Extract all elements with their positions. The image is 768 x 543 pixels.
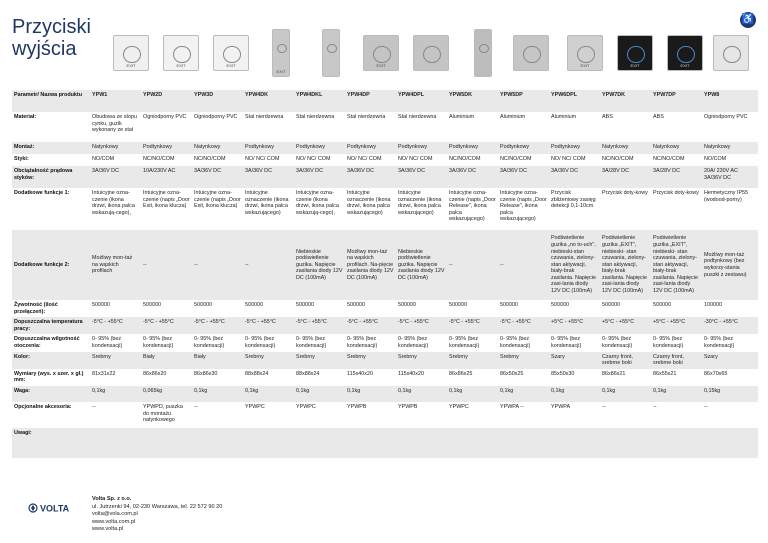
table-cell: Natynkowy bbox=[90, 142, 141, 154]
model-name: YPW4DPL bbox=[396, 90, 447, 112]
table-cell: Stal nierdzewna bbox=[347, 114, 386, 120]
row-label: Dopuszczalna wilgotność otoczenia: bbox=[14, 336, 80, 349]
row-label: Wymiary (wys. x szer. x gł.) mm: bbox=[14, 370, 84, 384]
table-cell: 0- 95% (bez kondensacji) bbox=[704, 336, 735, 349]
button-label: EXIT bbox=[580, 63, 590, 68]
table-row bbox=[12, 300, 758, 317]
table-cell: 3A/36V DC bbox=[396, 166, 447, 188]
table-cell: Podtynkowy bbox=[396, 142, 447, 154]
table-cell: -30°C - +55°C bbox=[702, 317, 758, 334]
table-cell: 86x70x65 bbox=[704, 370, 728, 377]
volta-logo bbox=[28, 502, 80, 514]
table-cell: 500000 bbox=[143, 302, 161, 308]
table-cell: Stal nierdzewna bbox=[245, 114, 284, 120]
table-cell: ABS bbox=[602, 114, 613, 120]
table-row bbox=[12, 166, 758, 188]
exit-button-steel-plate-led-photo bbox=[408, 24, 452, 80]
company-website-2[interactable]: www.volta.pl bbox=[92, 526, 124, 533]
button-label: EXIT bbox=[276, 69, 286, 74]
company-email[interactable]: volta@vola.com.pl bbox=[92, 511, 138, 518]
table-cell: +5°C - +55°C bbox=[600, 317, 651, 334]
exit-button-aluminium-square-photo bbox=[508, 24, 552, 80]
table-row bbox=[12, 112, 758, 142]
table-cell: Obudowa ze stopu cynku, guzik wykonany ze stal bbox=[92, 114, 137, 134]
table-cell bbox=[141, 428, 192, 458]
table-cell: 500000 bbox=[551, 302, 569, 308]
button-plate bbox=[617, 35, 653, 71]
table-cell: 3A/36V DC bbox=[192, 166, 243, 188]
row-label: Materiał: bbox=[14, 114, 37, 120]
page-title-line-1: Przyciski bbox=[12, 16, 91, 38]
table-cell bbox=[345, 428, 396, 458]
table-cell bbox=[192, 428, 243, 458]
table-cell: -5°C - +55°C bbox=[345, 317, 396, 334]
table-cell: Przycisk zbliżeniowy zasięg detekcji 0,1-10cm bbox=[551, 190, 596, 210]
exit-button-hermetic-photo bbox=[708, 24, 752, 80]
button-label: EXIT bbox=[176, 63, 186, 68]
button-face bbox=[627, 46, 644, 63]
table-cell: -5°C - +55°C bbox=[243, 317, 294, 334]
table-cell: Szary bbox=[702, 352, 758, 369]
button-plate bbox=[113, 35, 149, 71]
table-cell: -- bbox=[704, 403, 708, 410]
table-cell: 86x86x25 bbox=[449, 370, 473, 377]
button-face bbox=[373, 46, 390, 63]
table-cell: 0- 95% (bez kondensacji) bbox=[602, 336, 633, 349]
table-cell: -- bbox=[653, 403, 657, 410]
table-cell bbox=[498, 428, 549, 458]
table-cell bbox=[396, 428, 447, 458]
table-cell: -5°C - +55°C bbox=[294, 317, 345, 334]
button-face bbox=[173, 46, 190, 63]
table-cell: Ogniodporny PVC bbox=[704, 114, 748, 120]
exit-button-aluminium-touch-photo bbox=[562, 24, 606, 80]
table-cell: 0- 95% (bez kondensacji) bbox=[92, 336, 123, 349]
model-name: YPW7DK bbox=[600, 90, 651, 112]
button-face bbox=[277, 44, 286, 53]
table-cell: 3A/28V DC bbox=[600, 166, 651, 188]
button-face bbox=[677, 46, 694, 63]
button-plate bbox=[213, 35, 249, 71]
table-cell: Biały bbox=[141, 352, 192, 369]
table-cell: Niebieskie podświetlenie guzika. Napięcie zasilania diody 12V DC (100mA) bbox=[294, 230, 345, 300]
model-name: YPW3D bbox=[192, 90, 243, 112]
table-cell: 20A/ 230V AC 3A/36V DC bbox=[702, 166, 758, 188]
table-cell: 3A/36V DC bbox=[294, 166, 345, 188]
model-name: YPW8 bbox=[702, 90, 758, 112]
button-plate bbox=[363, 35, 399, 71]
table-cell: 10A/230V AC bbox=[141, 166, 192, 188]
table-cell: NC/NO/COM bbox=[500, 156, 532, 162]
table-cell: -- bbox=[447, 230, 498, 300]
table-cell: 500000 bbox=[194, 302, 212, 308]
row-label: Opcjonalne akcesoria: bbox=[14, 403, 72, 410]
table-cell: NO/COM bbox=[92, 156, 115, 162]
row-label: Waga: bbox=[12, 386, 90, 402]
table-cell: Stal nierdzewna bbox=[296, 114, 335, 120]
table-cell: Przycisk doty-kowy bbox=[602, 190, 648, 196]
table-cell: Podtynkowy bbox=[447, 142, 498, 154]
button-label: EXIT bbox=[630, 63, 640, 68]
table-cell: 0,15kg bbox=[702, 386, 758, 402]
button-face bbox=[577, 46, 594, 63]
button-face bbox=[123, 46, 140, 63]
table-cell: -5°C - +55°C bbox=[447, 317, 498, 334]
table-cell: Aluminium bbox=[500, 114, 526, 120]
accessibility-icon: ♿ bbox=[740, 12, 756, 28]
table-cell: Intuicyjne ozna-czenie (ikona drzwi, ikona palca wskazują-cego), bbox=[296, 190, 339, 216]
table-cell: 0- 95% (bez kondensacji) bbox=[143, 336, 174, 349]
table-row bbox=[12, 369, 758, 386]
logo-text: VOLTA bbox=[40, 503, 70, 514]
exit-button-steel-narrow-key-photo bbox=[308, 24, 352, 80]
table-row bbox=[12, 230, 758, 300]
button-face bbox=[423, 46, 440, 63]
table-cell: Ogniodporny PVC bbox=[143, 114, 187, 120]
table-cell: +5°C - +55°C bbox=[651, 317, 702, 334]
model-name: YPW1 bbox=[90, 90, 141, 112]
button-label: EXIT bbox=[126, 63, 136, 68]
table-cell: YPWPB bbox=[347, 403, 367, 410]
table-cell: 0,1kg bbox=[396, 386, 447, 402]
table-cell: NO/ NC/ COM bbox=[551, 156, 586, 162]
table-cell: NO/COM bbox=[704, 156, 727, 162]
table-cell: 86x86x21 bbox=[602, 370, 626, 377]
table-cell: Aluminium bbox=[551, 114, 577, 120]
exit-button-steel-narrow-photo bbox=[258, 24, 302, 80]
table-cell: YPWPD, puszka do montażu natynkowego bbox=[143, 403, 183, 424]
button-face bbox=[523, 46, 540, 63]
table-cell: 0,1kg bbox=[345, 386, 396, 402]
table-cell: 88x88x24 bbox=[245, 370, 269, 377]
table-cell: 0,1kg bbox=[447, 386, 498, 402]
table-cell: 0,1kg bbox=[498, 386, 549, 402]
row-label: Dopuszczalna temperatura pracy: bbox=[12, 317, 90, 334]
table-cell: -- bbox=[243, 230, 294, 300]
table-cell: Aluminium bbox=[449, 114, 475, 120]
table-cell: 0,1kg bbox=[600, 386, 651, 402]
table-cell: 81x31x22 bbox=[92, 370, 116, 377]
exit-button-touch-black-2-photo bbox=[662, 24, 706, 80]
table-cell: 86x86x20 bbox=[143, 370, 167, 377]
table-cell: Stal nierdzewna bbox=[398, 114, 437, 120]
table-cell: -- bbox=[92, 403, 96, 410]
table-cell: Podtynkowy bbox=[141, 142, 192, 154]
table-cell: -5°C - +55°C bbox=[192, 317, 243, 334]
table-cell: -- bbox=[194, 403, 198, 410]
table-cell: -- bbox=[141, 230, 192, 300]
model-name: YPW4DK bbox=[243, 90, 294, 112]
table-cell: Intuicyjne oznaczenie (ikona drzwi, ikona palca wskazującego) bbox=[347, 190, 391, 216]
table-cell: Przycisk doty-kowy bbox=[653, 190, 699, 196]
table-row bbox=[12, 188, 758, 230]
table-cell: 500000 bbox=[296, 302, 314, 308]
button-plate bbox=[163, 35, 199, 71]
table-cell: Srebrny bbox=[243, 352, 294, 369]
table-cell: -5°C - +55°C bbox=[141, 317, 192, 334]
table-cell: YPWPC bbox=[296, 403, 316, 410]
button-face bbox=[327, 44, 336, 53]
button-plate bbox=[513, 35, 549, 71]
row-label: Obciążalność prądowa styków: bbox=[12, 166, 90, 188]
table-cell: Możliwy mon-taż podtynkowy (bez wykorzy-stania puszki z zestawu) bbox=[702, 230, 758, 300]
table-cell: 500000 bbox=[398, 302, 416, 308]
table-cell: 0- 95% (bez kondensacji) bbox=[551, 336, 582, 349]
model-name: YPW2D bbox=[141, 90, 192, 112]
header-label: Parametr/ Nazwa produktu bbox=[12, 90, 90, 112]
table-cell: -- bbox=[498, 230, 549, 300]
model-name: YPW7DP bbox=[651, 90, 702, 112]
table-cell: Intuicyjne ozna-czenie (napis „Door Release", ikona palca wskazującego) bbox=[449, 190, 496, 223]
table-cell: Srebrny bbox=[498, 352, 549, 369]
row-label: Dodatkowe funkcje 1: bbox=[14, 190, 70, 196]
table-row bbox=[12, 317, 758, 334]
table-cell: NO/ NC/ COM bbox=[347, 156, 382, 162]
table-cell: Niebieskie podświetlenie guzika. Napięcie zasilania diody 12V DC (100mA) bbox=[396, 230, 447, 300]
row-label: Montaż: bbox=[12, 142, 90, 154]
table-row bbox=[12, 142, 758, 154]
table-cell: 0,1kg bbox=[651, 386, 702, 402]
page-title bbox=[12, 16, 91, 60]
table-cell: Srebrny bbox=[90, 352, 141, 369]
row-label: Dodatkowe funkcje 2: bbox=[12, 230, 90, 300]
model-name: YPW5DK bbox=[447, 90, 498, 112]
table-cell: NC/NO/COM bbox=[143, 156, 175, 162]
model-name: YPW6DPL bbox=[549, 90, 600, 112]
table-cell: YPWPC bbox=[449, 403, 469, 410]
table-cell: YPWPA bbox=[551, 403, 571, 410]
table-cell: 0- 95% (bez kondensacji) bbox=[296, 336, 327, 349]
table-cell: 0,1kg bbox=[243, 386, 294, 402]
table-cell: Podświetlenie guzika „EXIT", niebieski- stan czuwania, zielony- stan aktywacji, biały-brak zasilania. Napięcie zasi-lania diody 12V DC (100mA) bbox=[651, 230, 702, 300]
exit-button-white-large-photo bbox=[208, 24, 252, 80]
company-website-1[interactable]: www.volta.com.pl bbox=[92, 518, 136, 525]
exit-button-touch-black-photo bbox=[612, 24, 656, 80]
table-cell: Szary bbox=[549, 352, 600, 369]
table-cell: 500000 bbox=[245, 302, 263, 308]
button-plate bbox=[272, 29, 290, 77]
table-row bbox=[12, 428, 758, 458]
exit-button-aluminium-narrow-photo bbox=[460, 24, 504, 80]
button-label: EXIT bbox=[376, 63, 386, 68]
table-cell: ABS bbox=[653, 114, 664, 120]
table-cell: YPWPA -- bbox=[500, 403, 524, 410]
table-cell: 500000 bbox=[347, 302, 365, 308]
table-cell: Natynkowy bbox=[600, 142, 651, 154]
table-cell: Natynkowy bbox=[192, 142, 243, 154]
table-cell: Podtynkowy bbox=[294, 142, 345, 154]
table-cell: 500000 bbox=[449, 302, 467, 308]
table-cell bbox=[549, 428, 600, 458]
button-plate bbox=[474, 29, 492, 77]
table-cell: Podtynkowy bbox=[549, 142, 600, 154]
table-cell: NC/NO/COM bbox=[602, 156, 634, 162]
table-cell bbox=[447, 428, 498, 458]
table-cell: 3A/36V DC bbox=[498, 166, 549, 188]
table-cell: Czarny front, srebrne boki bbox=[651, 352, 702, 369]
table-cell: Srebrny bbox=[396, 352, 447, 369]
button-label: EXIT bbox=[226, 63, 236, 68]
table-cell: 0,1kg bbox=[90, 386, 141, 402]
table-cell bbox=[294, 428, 345, 458]
table-cell: -- bbox=[602, 403, 606, 410]
table-cell: 500000 bbox=[602, 302, 620, 308]
table-row bbox=[12, 154, 758, 166]
table-cell: Intuicyjne ozna-czenie (napis „Door Exit, ikona klucza) bbox=[143, 190, 190, 210]
button-face bbox=[223, 46, 240, 63]
table-cell: -5°C - +55°C bbox=[90, 317, 141, 334]
table-cell: YPWPC bbox=[245, 403, 265, 410]
table-cell: NO/ NC/ COM bbox=[245, 156, 280, 162]
table-cell: Czarny front, srebrne boki bbox=[600, 352, 651, 369]
table-cell: Intuicyjne ozna-czenie (napis „Door Exit, ikona klucza) bbox=[194, 190, 241, 210]
table-cell: Srebrny bbox=[294, 352, 345, 369]
table-cell: 0,1kg bbox=[192, 386, 243, 402]
button-plate bbox=[713, 35, 749, 71]
table-cell: 115x40x20 bbox=[398, 370, 424, 377]
table-cell: 0,065kg bbox=[141, 386, 192, 402]
table-cell: YPWPB bbox=[398, 403, 418, 410]
table-cell: 0,1kg bbox=[294, 386, 345, 402]
table-cell: 0- 95% (bez kondensacji) bbox=[653, 336, 684, 349]
table-cell: 500000 bbox=[500, 302, 518, 308]
table-cell bbox=[651, 428, 702, 458]
table-cell: 86x50x25 bbox=[500, 370, 524, 377]
table-cell: 86x86x30 bbox=[194, 370, 218, 377]
table-cell: 3A/36V DC bbox=[90, 166, 141, 188]
table-cell: 0- 95% (bez kondensacji) bbox=[347, 336, 378, 349]
table-cell: Biały bbox=[192, 352, 243, 369]
table-cell: -5°C - +55°C bbox=[396, 317, 447, 334]
row-label: Uwagi: bbox=[12, 428, 90, 458]
table-cell: Możliwy mon-taż na wąskich profilach. Na-pięcie zasilania diody 12V DC (100mA) bbox=[345, 230, 396, 300]
button-plate bbox=[413, 35, 449, 71]
table-cell: 500000 bbox=[92, 302, 110, 308]
table-cell: 0- 95% (bez kondensacji) bbox=[500, 336, 531, 349]
product-photos bbox=[108, 24, 758, 86]
table-cell: Srebrny bbox=[345, 352, 396, 369]
table-row bbox=[12, 386, 758, 402]
button-plate bbox=[322, 29, 340, 77]
table-cell: +5°C - +55°C bbox=[549, 317, 600, 334]
table-cell: 0- 95% (bez kondensacji) bbox=[245, 336, 276, 349]
table-row bbox=[12, 352, 758, 369]
table-cell: 3A/36V DC bbox=[243, 166, 294, 188]
table-cell: Srebrny bbox=[447, 352, 498, 369]
table-cell: 0- 95% (bez kondensacji) bbox=[398, 336, 429, 349]
table-cell: -5°C - +55°C bbox=[498, 317, 549, 334]
table-cell bbox=[600, 428, 651, 458]
model-name: YPW4DP bbox=[345, 90, 396, 112]
table-cell: NO/ NC/ COM bbox=[296, 156, 331, 162]
table-cell: 0- 95% (bez kondensacji) bbox=[194, 336, 225, 349]
table-cell: Natynkowy bbox=[651, 142, 702, 154]
table-cell: Ogniodporny PVC bbox=[194, 114, 238, 120]
table-header-row bbox=[12, 90, 758, 112]
row-label: Kolor: bbox=[12, 352, 90, 369]
table-cell: 3A/28V DC bbox=[651, 166, 702, 188]
contact-block bbox=[92, 496, 222, 534]
table-cell: Intuicyjne ozna-czenie (napis „Door Release", ikona palca wskazującego) bbox=[500, 190, 547, 223]
table-cell: 115x40x20 bbox=[347, 370, 373, 377]
table-cell: 0- 95% (bez kondensacji) bbox=[449, 336, 480, 349]
table-cell: Intuicyjne oznaczenie (ikona drzwi, ikona palca wskazującego) bbox=[398, 190, 442, 216]
row-label: Żywotność (ilość przełączeń): bbox=[14, 302, 58, 315]
table-cell bbox=[243, 428, 294, 458]
table-cell: 0,1kg bbox=[549, 386, 600, 402]
table-cell bbox=[702, 428, 758, 458]
table-row bbox=[12, 334, 758, 351]
table-cell: Możliwy mon-taż na wąskich profilach bbox=[90, 230, 141, 300]
table-cell: -- bbox=[192, 230, 243, 300]
table-cell: 3A/36V DC bbox=[549, 166, 600, 188]
table-cell: 3A/36V DC bbox=[345, 166, 396, 188]
table-cell: Podtynkowy bbox=[498, 142, 549, 154]
table-cell: Hermetyczny IP55 (wodood-porny) bbox=[704, 190, 749, 203]
table-cell: NC/NO/COM bbox=[449, 156, 481, 162]
exit-button-white-square-photo bbox=[108, 24, 152, 80]
table-cell: Podtynkowy bbox=[243, 142, 294, 154]
exit-button-white-key-photo bbox=[158, 24, 202, 80]
table-cell: 86x55x21 bbox=[653, 370, 677, 377]
button-plate bbox=[567, 35, 603, 71]
table-cell: Podświetlenie guzika „EXIT", niebieski- stan czuwania, zielony- stan aktywacji, biały-brak zasilania. Napięcie zasi-lania diody 12V DC (100mA) bbox=[600, 230, 651, 300]
table-cell: NC/NO/COM bbox=[653, 156, 685, 162]
table-cell: 500000 bbox=[653, 302, 671, 308]
company-address: ul. Jutrzenki 94, 02-230 Warszawa, tel. 22 572 90 20 bbox=[92, 503, 223, 510]
table-cell: 3A/36V DC bbox=[447, 166, 498, 188]
table-row bbox=[12, 402, 758, 428]
button-plate bbox=[667, 35, 703, 71]
page-title-line-2: wyjścia bbox=[12, 38, 77, 60]
table-cell: NO/ NC/ COM bbox=[398, 156, 433, 162]
model-name: YPW5DP bbox=[498, 90, 549, 112]
table-cell bbox=[90, 428, 141, 458]
row-label: Styki: bbox=[14, 156, 29, 162]
table-cell: Intuicyjne ozna-czenie (ikona drzwi, ikona palca wskazują-cego), bbox=[92, 190, 135, 216]
table-cell: NC/NO/COM bbox=[194, 156, 226, 162]
spec-table bbox=[12, 90, 758, 458]
button-label: EXIT bbox=[680, 63, 690, 68]
button-face bbox=[479, 44, 488, 53]
table-cell: Podświetlenie guzika „no to-uch", niebieski-stan czuwania, zielony- stan aktywacji, biały-brak zasilania. Napięcie zasi-lania diody 12V DC (100mA) bbox=[549, 230, 600, 300]
table-cell: 85x50x30 bbox=[551, 370, 575, 377]
button-face bbox=[723, 46, 740, 63]
table-cell: Natynkowy bbox=[702, 142, 758, 154]
table-cell: 88x88x24 bbox=[296, 370, 320, 377]
model-name: YPW4DKL bbox=[294, 90, 345, 112]
exit-button-steel-plate-photo bbox=[358, 24, 402, 80]
table-cell: 100000 bbox=[704, 302, 722, 308]
table-cell: Intuicyjne oznaczenie (ikona drzwi, ikona palca wskazującego) bbox=[245, 190, 289, 216]
table-cell: Podtynkowy bbox=[345, 142, 396, 154]
company-name: Volta Sp. z o.o. bbox=[92, 496, 132, 502]
footer bbox=[28, 496, 328, 540]
